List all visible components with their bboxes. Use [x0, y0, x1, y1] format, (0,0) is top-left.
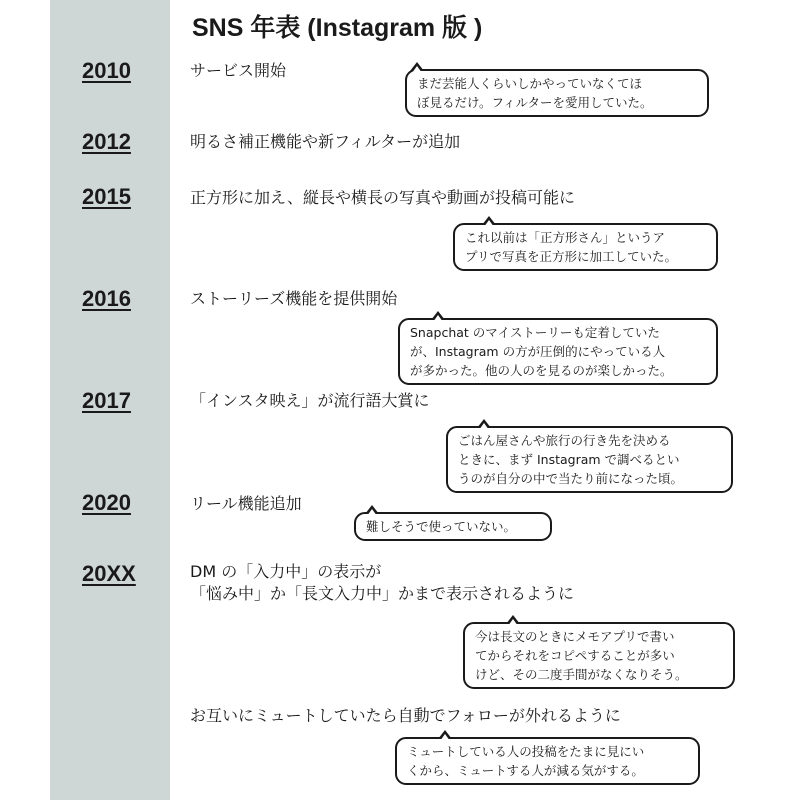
comment-bubble	[453, 223, 718, 271]
year-label: 2020	[82, 490, 131, 515]
event-text: 正方形に加え、縦長や横長の写真や動画が投稿可能に	[190, 188, 575, 207]
comment-bubble	[395, 737, 700, 785]
year-label: 20XX	[82, 561, 136, 586]
comment-bubble	[398, 318, 718, 385]
comment-bubble	[446, 426, 733, 493]
bubble-line: プリで写真を正方形に加工していた。	[465, 249, 678, 264]
comment-bubble	[463, 622, 735, 689]
bubble-line: 難しそうで使っていない。	[366, 519, 517, 534]
comment-bubble	[405, 69, 709, 117]
event-text: DM の「入力中」の表示が 「悩み中」か「長文入力中」かまで表示されるように	[190, 562, 575, 603]
comment-bubble	[354, 512, 552, 541]
bubble-line: けど、その二度手間がなくなりそう。	[475, 667, 688, 682]
event-text: 明るさ補正機能や新フィルターが追加	[190, 132, 461, 151]
bubble-line: てからそれをコピペすることが多い	[475, 648, 675, 663]
event-text: お互いにミュートしていたら自動でフォローが外れるように	[190, 706, 621, 725]
bubble-line: が多かった。他の人のを見るのが楽しかった。	[410, 363, 673, 378]
bubble-line: Snapchat のマイストーリーも定着していた	[410, 325, 660, 340]
event-text: 「インスタ映え」が流行語大賞に	[190, 391, 430, 410]
year-label: 2015	[82, 184, 131, 209]
bubble-line: ぼ見るだけ。フィルターを愛用していた。	[417, 95, 653, 110]
event-text: リール機能追加	[190, 494, 302, 513]
event-text: サービス開始	[190, 61, 287, 80]
year-label: 2012	[82, 129, 131, 154]
year-label: 2010	[82, 58, 131, 83]
event-text: ストーリーズ機能を提供開始	[190, 289, 398, 308]
bubble-line: ミュートしている人の投稿をたまに見にい	[407, 744, 645, 759]
bubble-line: まだ芸能人くらいしかやっていなくてほ	[417, 76, 643, 91]
bubble-line: くから、ミュートする人が減る気がする。	[407, 763, 644, 778]
bubble-line: ごはん屋さんや旅行の行き先を決める	[458, 433, 671, 448]
page-title: SNS 年表 (Instagram 版 )	[192, 14, 483, 42]
bubble-line: 今は長文のときにメモアプリで書い	[475, 629, 675, 644]
bubble-line: が、Instagram の方が圧倒的にやっている人	[410, 344, 666, 359]
year-label: 2016	[82, 286, 131, 311]
year-label: 2017	[82, 388, 131, 413]
bubble-line: ときに、まず Instagram で調べるとい	[458, 452, 680, 467]
bubble-line: うのが自分の中で当たり前になった頃。	[458, 471, 684, 486]
bubble-line: これ以前は「正方形さん」というア	[465, 230, 666, 245]
